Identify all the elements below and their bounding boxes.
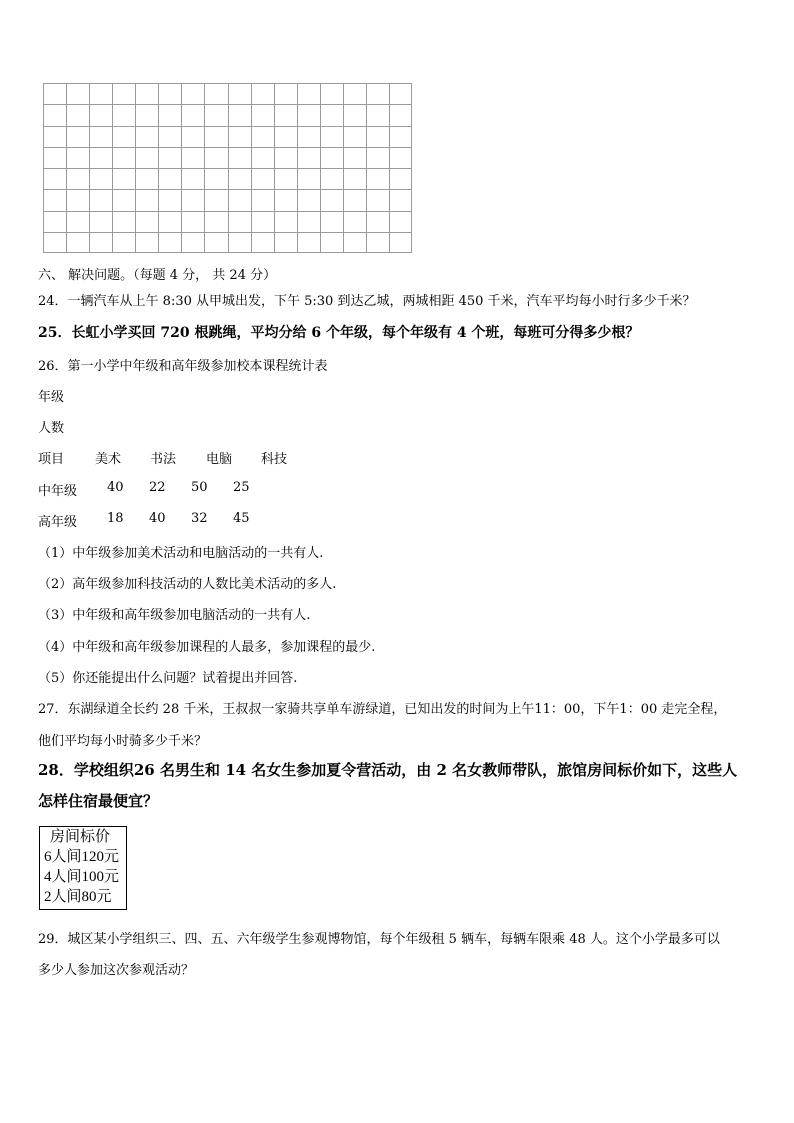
row-label-middle: 中年级 <box>38 484 78 499</box>
table-cell: 22 <box>149 480 166 495</box>
question-27-line1: 27．东湖绿道全长约 28 千米，王叔叔一家骑共享单车游绿道，已知出发的时间为上午11：00，下午1：00 走完全程， <box>38 702 727 717</box>
room-price-table <box>39 826 127 910</box>
price-row: 6人间120元 <box>44 849 120 865</box>
price-row: 4人间100元 <box>44 869 120 885</box>
table-corner-count: 人数 <box>38 421 65 436</box>
question-29-line2: 多少人参加这次参观活动？ <box>38 963 195 978</box>
table-cell: 25 <box>233 480 250 495</box>
sub-question-1: （1）中年级参加美术活动和电脑活动的一共有人. <box>38 546 324 561</box>
sub-question-2: （2）高年级参加科技活动的人数比美术活动的多人. <box>38 577 337 592</box>
price-row: 2人间80元 <box>44 889 112 905</box>
table-header-technology: 科技 <box>261 452 288 467</box>
question-25: 25．长虹小学买回 720 根跳绳，平均分给 6 个年级，每个年级有 4 个班，每班可分得多少根？ <box>38 325 640 341</box>
sub-question-3: （3）中年级和高年级参加电脑活动的一共有人. <box>38 608 311 623</box>
table-cell: 45 <box>233 511 250 526</box>
table-header-label: 项目 <box>38 452 65 467</box>
price-table-title: 房间标价 <box>50 829 111 845</box>
table-cell: 50 <box>191 480 208 495</box>
question-29-line1: 29．城区某小学组织三、四、五、六年级学生参观博物馆，每个年级租 5 辆车，每辆车限乘 48 人。这个小学最多可以 <box>38 932 720 947</box>
table-corner-grade: 年级 <box>38 390 65 405</box>
answer-grid <box>43 83 412 253</box>
table-cell: 32 <box>191 511 208 526</box>
question-28-line2: 怎样住宿最便宜？ <box>38 792 159 810</box>
table-header-calligraphy: 书法 <box>150 452 177 467</box>
question-27-line2: 他们平均每小时骑多少千米？ <box>38 734 208 749</box>
sub-question-5: （5）你还能提出什么问题？试着提出并回答. <box>38 671 298 686</box>
question-24: 24．一辆汽车从上午 8:30 从甲城出发，下午 5:30 到达乙城，两城相距 450 千米，汽车平均每小时行多少千米？ <box>38 294 696 309</box>
row-label-upper: 高年级 <box>38 515 78 530</box>
question-26-title: 26．第一小学中年级和高年级参加校本课程统计表 <box>38 359 328 374</box>
table-cell: 18 <box>107 511 124 526</box>
table-cell: 40 <box>149 511 166 526</box>
table-header-art: 美术 <box>95 452 122 467</box>
table-header-computer: 电脑 <box>206 452 233 467</box>
sub-question-4: （4）中年级和高年级参加课程的人最多，参加课程的最少. <box>38 640 376 655</box>
question-28-line1: 28．学校组织26 名男生和 14 名女生参加夏令营活动，由 2 名女教师带队，旅馆房间标价如下，这些人 <box>38 761 738 779</box>
section-6-heading: 六、 解决问题。（每题 4 分， 共 24 分） <box>38 268 277 283</box>
table-cell: 40 <box>107 480 124 495</box>
